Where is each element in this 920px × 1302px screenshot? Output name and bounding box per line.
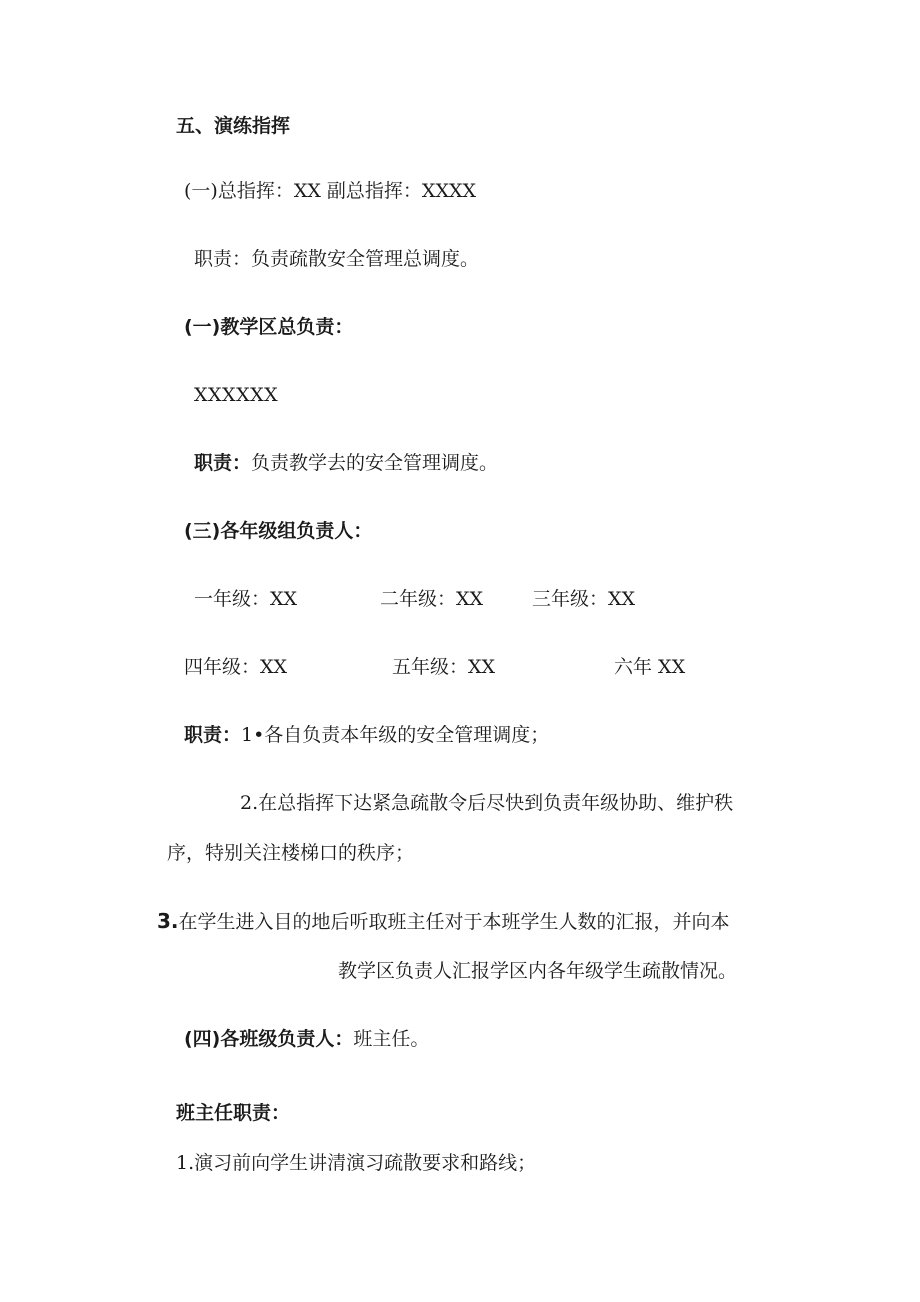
grades-duty-3a-text: 在学生进入目的地后听取班主任对于本班学生人数的汇报，并向本 bbox=[178, 911, 730, 933]
grades-duty-3a bbox=[157, 911, 730, 932]
commander-line: (一)总指挥：XX 副总指挥：XXXX bbox=[184, 180, 477, 202]
grade-2: 二年级：XX bbox=[380, 588, 484, 610]
teaching-area-heading: (一)教学区总负责： bbox=[184, 316, 354, 338]
grades-duty-1-text: 1•各自负责本年级的安全管理调度； bbox=[241, 724, 550, 746]
teaching-area-duty-label: 职责： bbox=[194, 452, 252, 474]
grades-duty-3b: 教学区负责人汇报学区内各年级学生疏散情况。 bbox=[338, 960, 738, 982]
grades-duty-label: 职责： bbox=[184, 724, 242, 746]
grades-duty-2a: 2.在总指挥下达紧急疏散令后尽快到负责年级协助、维护秩 bbox=[240, 792, 734, 814]
grades-duty-1 bbox=[184, 726, 549, 745]
grades-duty-3-number: 3. bbox=[157, 909, 179, 933]
grade-6: 六年 XX bbox=[614, 656, 686, 678]
teaching-area-duty bbox=[194, 454, 498, 473]
head-teacher-item-1: 1.演习前向学生讲清演习疏散要求和路线； bbox=[176, 1152, 537, 1174]
grades-heading: (三)各年级组负责人： bbox=[184, 520, 373, 542]
head-teacher-heading: 班主任职责： bbox=[176, 1102, 291, 1124]
teaching-area-duty-text: 负责教学去的安全管理调度。 bbox=[251, 452, 499, 474]
grade-3: 三年级：XX bbox=[532, 588, 636, 610]
teaching-area-name: XXXXXX bbox=[194, 384, 279, 406]
classes-value: 班主任。 bbox=[353, 1028, 430, 1050]
grade-5: 五年级：XX bbox=[392, 656, 496, 678]
grades-duty-2b: 序，特别关注楼梯口的秩序； bbox=[167, 842, 415, 864]
grade-1: 一年级：XX bbox=[194, 588, 298, 610]
classes-line bbox=[184, 1030, 429, 1049]
commander-duty: 职责：负责疏散安全管理总调度。 bbox=[194, 248, 480, 270]
section-heading: 五、演练指挥 bbox=[176, 115, 291, 137]
classes-heading: (四)各班级负责人： bbox=[184, 1028, 354, 1050]
grade-4: 四年级：XX bbox=[184, 656, 288, 678]
